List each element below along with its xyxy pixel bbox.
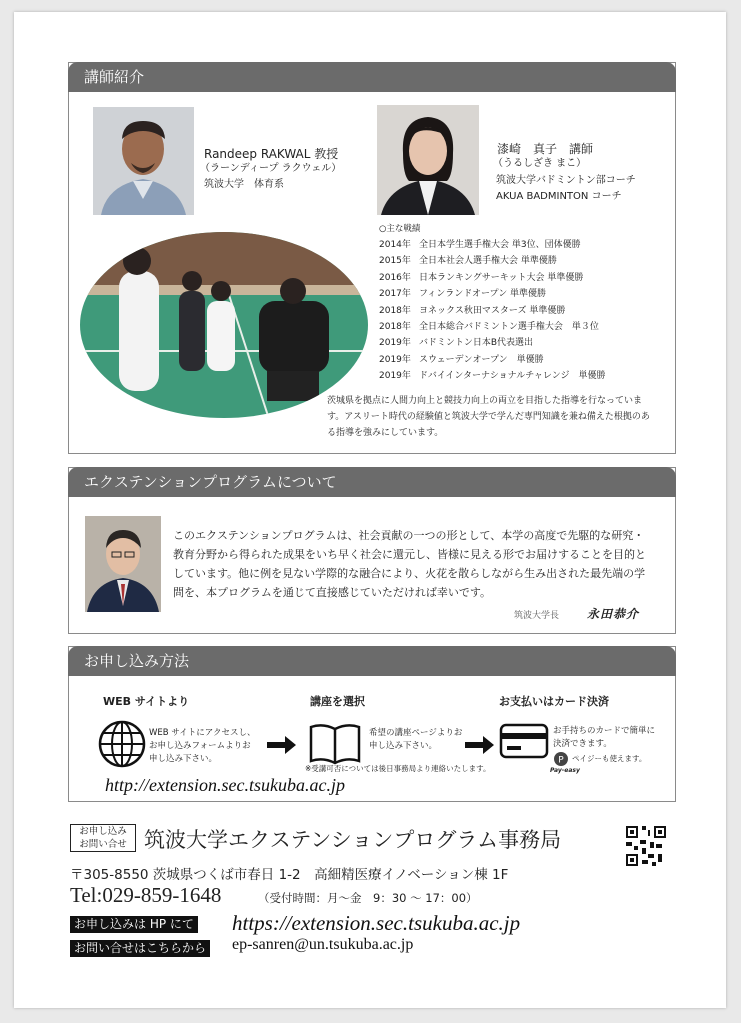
career-row: 2019年 ドバイインターナショナルチャレンジ 単優勝 <box>379 371 606 382</box>
step-payment-text: お手持ちのカードで簡単に決済できます。 <box>553 726 656 749</box>
career-row: 2019年 バドミントン日本B代表選出 <box>379 338 533 349</box>
globe-icon <box>97 719 147 769</box>
svg-text:P: P <box>558 755 564 766</box>
rakwal-name: Randeep RAKWAL 教授 <box>204 147 339 161</box>
step-course-title: 講座を選択 <box>310 695 365 708</box>
career-row: 2019年 スウェーデンオープン 単優勝 <box>379 354 544 365</box>
page <box>14 12 726 1008</box>
career-row: 2014年 全日本学生選手権大会 単3位、団体優勝 <box>379 240 581 250</box>
apply-section <box>68 646 676 802</box>
career-row: 2015年 全日本社会人選手権大会 単準優勝 <box>379 256 557 267</box>
step-payment-title: お支払いはカード決済 <box>499 695 609 708</box>
step-web-title: WEB サイトより <box>103 695 190 708</box>
extension-section <box>68 467 676 634</box>
instructors-heading: 講師紹介 <box>68 62 676 92</box>
arrow-right-icon <box>267 735 297 759</box>
payeasy-note: ペイジーも使えます。 <box>572 754 647 763</box>
mail-label: お問い合せはこちらから <box>70 940 210 957</box>
instructors-section <box>68 62 676 454</box>
president-photo <box>85 516 161 612</box>
extension-body: このエクステンションプログラムは、社会貢献の一つの形として、本学の高度で先駆的な研究・教育分野から得られた成果をいち早く社会に還元し、皆様に見える形でお届けすることを目的としています。他に例を見ない学際的な融合により、火花を散らしながら生み出された最先端の学問を、本プログラムを通じて直接感じていただければ幸いです。 <box>173 529 646 599</box>
career-list <box>379 237 669 385</box>
hp-url-link[interactable]: https://extension.sec.tsukuba.ac.jp <box>232 911 521 935</box>
urushizaki-kana: （うるしざき まこ） <box>493 158 587 169</box>
book-icon <box>309 723 361 765</box>
apply-url-link[interactable]: http://extension.sec.tsukuba.ac.jp <box>105 775 345 795</box>
career-row: 2016年 日本ランキングサーキット大会 単準優勝 <box>379 272 584 283</box>
apply-note: ※受講可否については後日事務局より連絡いたします。 <box>305 764 491 773</box>
contact-label: お申し込み お問い合せ <box>70 824 136 852</box>
instructor-description: 茨城県を拠点に人間力向上と競技力向上の両立を目指した指導を行なっています。アスリート時代の経験値と筑波大学で学んだ専門知識を兼ね備えた根拠のある指導を強みにしています。 <box>327 396 650 438</box>
career-row: 2017年 フィンランドオープン 単準優勝 <box>379 289 547 300</box>
email-link[interactable]: ep-sanren@un.tsukuba.ac.jp <box>232 936 414 953</box>
urushizaki-role2: AKUA BADMINTON コーチ <box>496 191 622 202</box>
career-row: 2018年 全日本総合バドミントン選手権大会 単３位 <box>379 322 599 333</box>
step-web-text: WEB サイトにアクセスし、お申し込みフォームよりお申し込み下さい。 <box>149 728 256 764</box>
qr-code <box>624 824 668 868</box>
office-name: 筑波大学エクステンションプログラム事務局 <box>144 828 562 852</box>
signature-name: 永田恭介 <box>587 607 640 621</box>
arrow-right-icon <box>465 735 495 759</box>
rakwal-photo <box>93 107 194 215</box>
badminton-training-photo <box>79 231 369 419</box>
office-tel: Tel:029-859-1648 <box>70 883 222 907</box>
urushizaki-name: 漆崎 真子 講師 <box>497 142 594 156</box>
payeasy-logo-text: Pay-easy <box>550 767 580 774</box>
payeasy-logo <box>553 751 569 767</box>
extension-heading: エクステンションプログラムについて <box>68 467 676 497</box>
career-title: ○主な戦績 <box>379 224 421 234</box>
office-hours: （受付時間：月～金 9：30 ～ 17：00） <box>258 891 478 905</box>
step-course-text: 希望の講座ページよりお申し込み下さい。 <box>369 728 463 751</box>
apply-heading: お申し込み方法 <box>68 646 676 676</box>
signature-title: 筑波大学長 <box>514 611 560 621</box>
hp-label: お申し込みは HP にて <box>70 916 198 933</box>
urushizaki-photo <box>377 105 479 215</box>
urushizaki-role1: 筑波大学バドミントン部コーチ <box>496 175 636 186</box>
career-row: 2018年 ヨネックス秋田マスターズ 単準優勝 <box>379 305 566 316</box>
credit-card-icon <box>499 723 549 759</box>
office-address: 〒305-8550 茨城県つくば市春日 1-2 高細精医療イノベーション棟 1F <box>70 867 509 883</box>
rakwal-kana: （ラーンディープ ラクウェル） <box>200 163 342 174</box>
rakwal-affiliation: 筑波大学 体育系 <box>204 179 284 190</box>
